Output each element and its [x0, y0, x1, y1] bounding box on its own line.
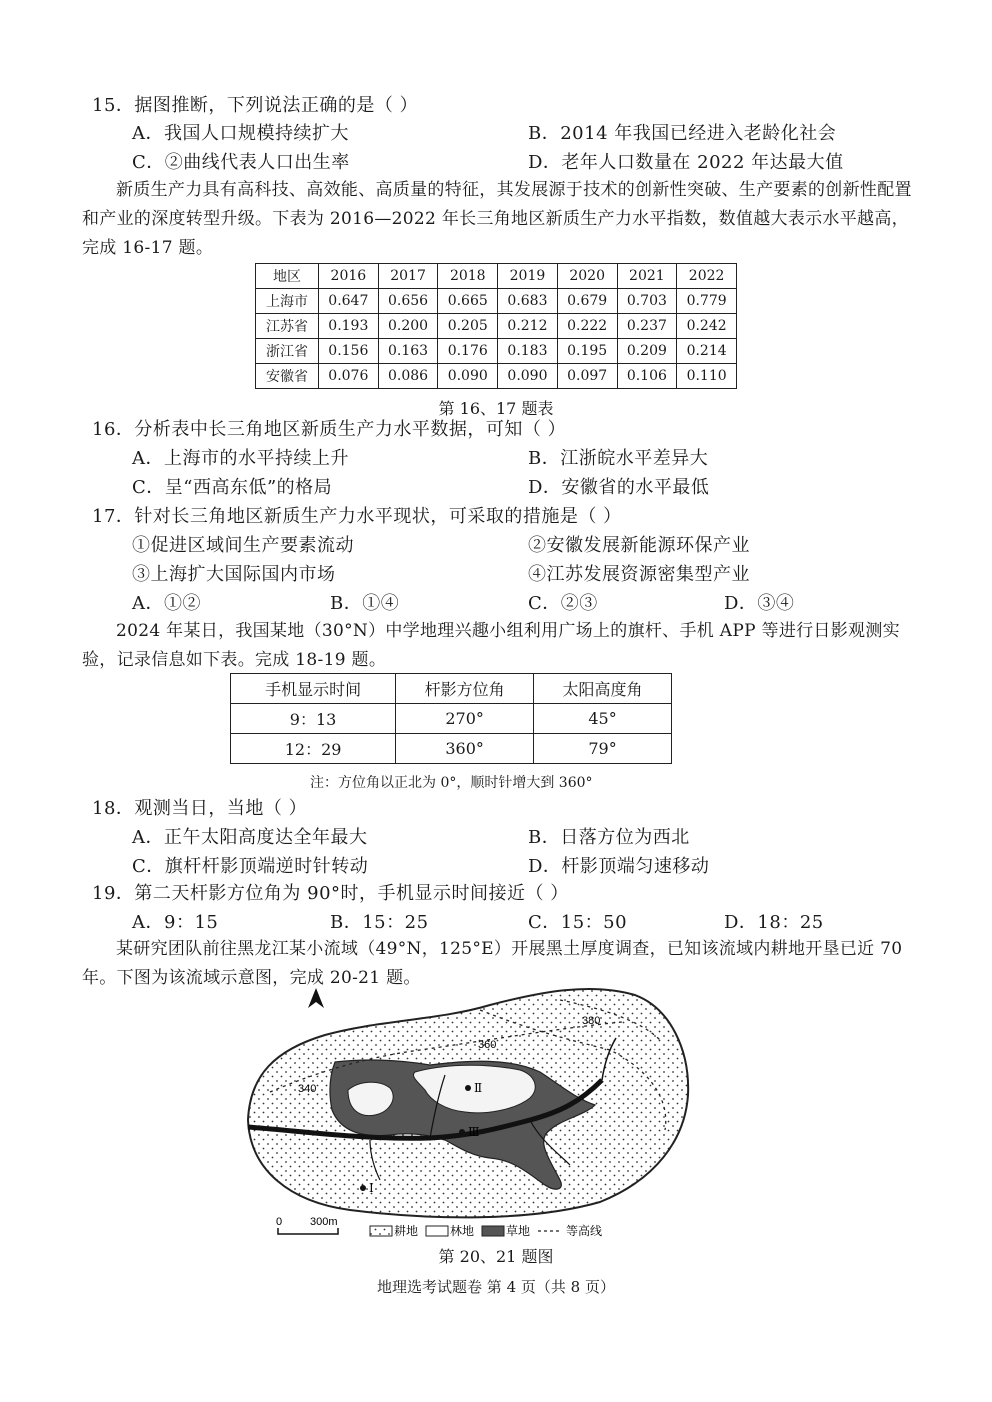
productivity-table: [255, 263, 737, 389]
legend-label: 等高线: [566, 1224, 603, 1238]
table-cell: 0.163: [378, 339, 438, 364]
shadow-table: [230, 673, 672, 764]
q17-option-c: C．②③: [528, 593, 598, 614]
table-cell: 0.679: [557, 289, 617, 314]
q19-option-b: B．15：25: [330, 912, 429, 933]
contour-label: 360: [478, 1039, 497, 1051]
table-cell: 江苏省: [256, 314, 319, 339]
table-header-cell: 2016: [319, 264, 379, 289]
table-cell: 0.156: [319, 339, 379, 364]
table-cell: 0.212: [498, 314, 558, 339]
table-cell: 0.076: [319, 364, 379, 389]
table-cell: 0.237: [617, 314, 677, 339]
table-cell: 0.205: [438, 314, 498, 339]
legend-swatch-grassland: [482, 1226, 504, 1236]
q15-option-b: B．2014 年我国已经进入老龄化社会: [528, 123, 837, 144]
table-header-cell: 太阳高度角: [534, 674, 672, 704]
table-header-cell: 2019: [498, 264, 558, 289]
table-cell: 0.703: [617, 289, 677, 314]
q18-option-d: D．杆影顶端匀速移动: [528, 856, 710, 877]
table-header-cell: 2018: [438, 264, 498, 289]
q16-option-b: B．江浙皖水平差异大: [528, 448, 709, 469]
q17-item-1: ①促进区域间生产要素流动: [132, 535, 354, 556]
table-cell: 0.090: [498, 364, 558, 389]
point-marker-2: [465, 1085, 471, 1091]
q16-option-d: D．安徽省的水平最低: [528, 477, 710, 498]
q17-stem: 17．针对长三角地区新质生产力水平现状，可采取的措施是（ ）: [92, 506, 622, 527]
q17-item-3: ③上海扩大国际国内市场: [132, 564, 336, 585]
table-row: [256, 314, 737, 339]
table-cell: 0.222: [557, 314, 617, 339]
q19-option-d: D．18：25: [724, 912, 824, 933]
scale-bar: [278, 1228, 338, 1234]
legend-label: 耕地: [394, 1224, 419, 1238]
q18-stem: 18．观测当日，当地（ ）: [92, 798, 308, 819]
intro-20-21: 某研究团队前往黑龙江某小流域（49°N，125°E）开展黑土厚度调查，已知该流域内耕地开垦已近 70 年。下图为该流域示意图，完成 20-21 题。: [82, 939, 903, 988]
q15-option-c: C．②曲线代表人口出生率: [132, 152, 350, 173]
table-cell: 0.665: [438, 289, 498, 314]
table-cell: 0.176: [438, 339, 498, 364]
q18-option-c: C．旗杆杆影顶端逆时针转动: [132, 856, 369, 877]
table-cell: 9：13: [231, 704, 396, 734]
table-header-cell: 手机显示时间: [231, 674, 396, 704]
q19-stem: 19．第二天杆影方位角为 90°时，手机显示时间接近（ ）: [92, 883, 569, 904]
q16-option-a: A．上海市的水平持续上升: [132, 448, 349, 469]
table-row: [231, 704, 672, 734]
table1-caption: 第 16、17 题表: [438, 399, 554, 418]
table-cell: 0.195: [557, 339, 617, 364]
q16-stem: 16．分析表中长三角地区新质生产力水平数据，可知（ ）: [92, 419, 567, 440]
point-label-1: Ⅰ: [369, 1181, 374, 1195]
q16-option-c: C．呈“西高东低”的格局: [132, 477, 333, 498]
legend-label: 草地: [506, 1224, 531, 1238]
q17-option-a: A．①②: [132, 593, 201, 614]
q17-item-4: ④江苏发展资源密集型产业: [528, 564, 750, 585]
map-legend: [270, 1214, 690, 1242]
point-marker-3: [459, 1129, 465, 1135]
table-cell: 45°: [534, 704, 672, 734]
legend-swatch-farmland: [370, 1226, 392, 1236]
table-header-row: [256, 264, 737, 289]
table-cell: 0.647: [319, 289, 379, 314]
table-row: [256, 364, 737, 389]
q18-option-a: A．正午太阳高度达全年最大: [132, 827, 368, 848]
scale-label: 300m: [310, 1216, 338, 1228]
table-cell: 360°: [396, 734, 534, 764]
table-cell: 0.214: [677, 339, 737, 364]
table-header-cell: 2017: [378, 264, 438, 289]
table-header-cell: 地区: [256, 264, 319, 289]
table-cell: 0.097: [557, 364, 617, 389]
table-row: [256, 339, 737, 364]
table-cell: 0.779: [677, 289, 737, 314]
table-cell: 安徽省: [256, 364, 319, 389]
table-cell: 0.656: [378, 289, 438, 314]
page-footer: 地理选考试题卷 第 4 页（共 8 页）: [377, 1278, 615, 1296]
point-marker-1: [360, 1185, 366, 1191]
table-cell: 浙江省: [256, 339, 319, 364]
table-row: [256, 289, 737, 314]
table-cell: 0.200: [378, 314, 438, 339]
intro-18-19: 2024 年某日，我国某地（30°N）中学地理兴趣小组利用广场上的旗杆、手机 APP 等进行日影观测实验，记录信息如下表。完成 18-19 题。: [82, 621, 900, 670]
table-cell: 0.106: [617, 364, 677, 389]
north-arrow-icon: [308, 988, 324, 1008]
table-cell: 12：29: [231, 734, 396, 764]
q18-option-b: B．日落方位为西北: [528, 827, 690, 848]
table-header-cell: 2022: [677, 264, 737, 289]
contour-label: 380: [582, 1015, 601, 1027]
scale-zero: 0: [276, 1216, 283, 1228]
q15-option-d: D．老年人口数量在 2022 年达最大值: [528, 152, 844, 173]
table-cell: 0.193: [319, 314, 379, 339]
legend-label: 林地: [450, 1224, 475, 1238]
point-label-2: Ⅱ: [474, 1081, 483, 1095]
table2-note: 注：方位角以正北为 0°，顺时针增大到 360°: [310, 775, 593, 791]
intro-16-17: 新质生产力具有高科技、高效能、高质量的特征，其发展源于技术的创新性突破、生产要素的创新性配置和产业的深度转型升级。下表为 2016—2022 年长三角地区新质生产力水平指数，数值越大表示水平越高，完成 16-17 题。: [82, 180, 912, 258]
table-cell: 0.110: [677, 364, 737, 389]
q17-item-2: ②安徽发展新能源环保产业: [528, 535, 750, 556]
table-header-cell: 2021: [617, 264, 677, 289]
table-header-row: [231, 674, 672, 704]
point-label-3: Ⅲ: [468, 1125, 480, 1139]
table-cell: 0.683: [498, 289, 558, 314]
contour-label: 340: [298, 1083, 317, 1095]
q19-option-a: A．9：15: [132, 912, 219, 933]
table-cell: 79°: [534, 734, 672, 764]
q17-option-d: D．③④: [724, 593, 795, 614]
table-cell: 0.090: [438, 364, 498, 389]
q17-option-b: B．①④: [330, 593, 400, 614]
table-header-cell: 杆影方位角: [396, 674, 534, 704]
q19-option-c: C．15：50: [528, 912, 628, 933]
legend-swatch-forest: [426, 1226, 448, 1236]
table-cell: 0.086: [378, 364, 438, 389]
table-cell: 上海市: [256, 289, 319, 314]
map-caption: 第 20、21 题图: [438, 1247, 554, 1266]
table-cell: 0.209: [617, 339, 677, 364]
watershed-map: [230, 980, 700, 1242]
table-header-cell: 2020: [557, 264, 617, 289]
q15-stem: 15．据图推断，下列说法正确的是（ ）: [92, 95, 419, 116]
table-cell: 0.183: [498, 339, 558, 364]
q15-option-a: A．我国人口规模持续扩大: [132, 123, 349, 144]
table-cell: 0.242: [677, 314, 737, 339]
table-cell: 270°: [396, 704, 534, 734]
table-row: [231, 734, 672, 764]
